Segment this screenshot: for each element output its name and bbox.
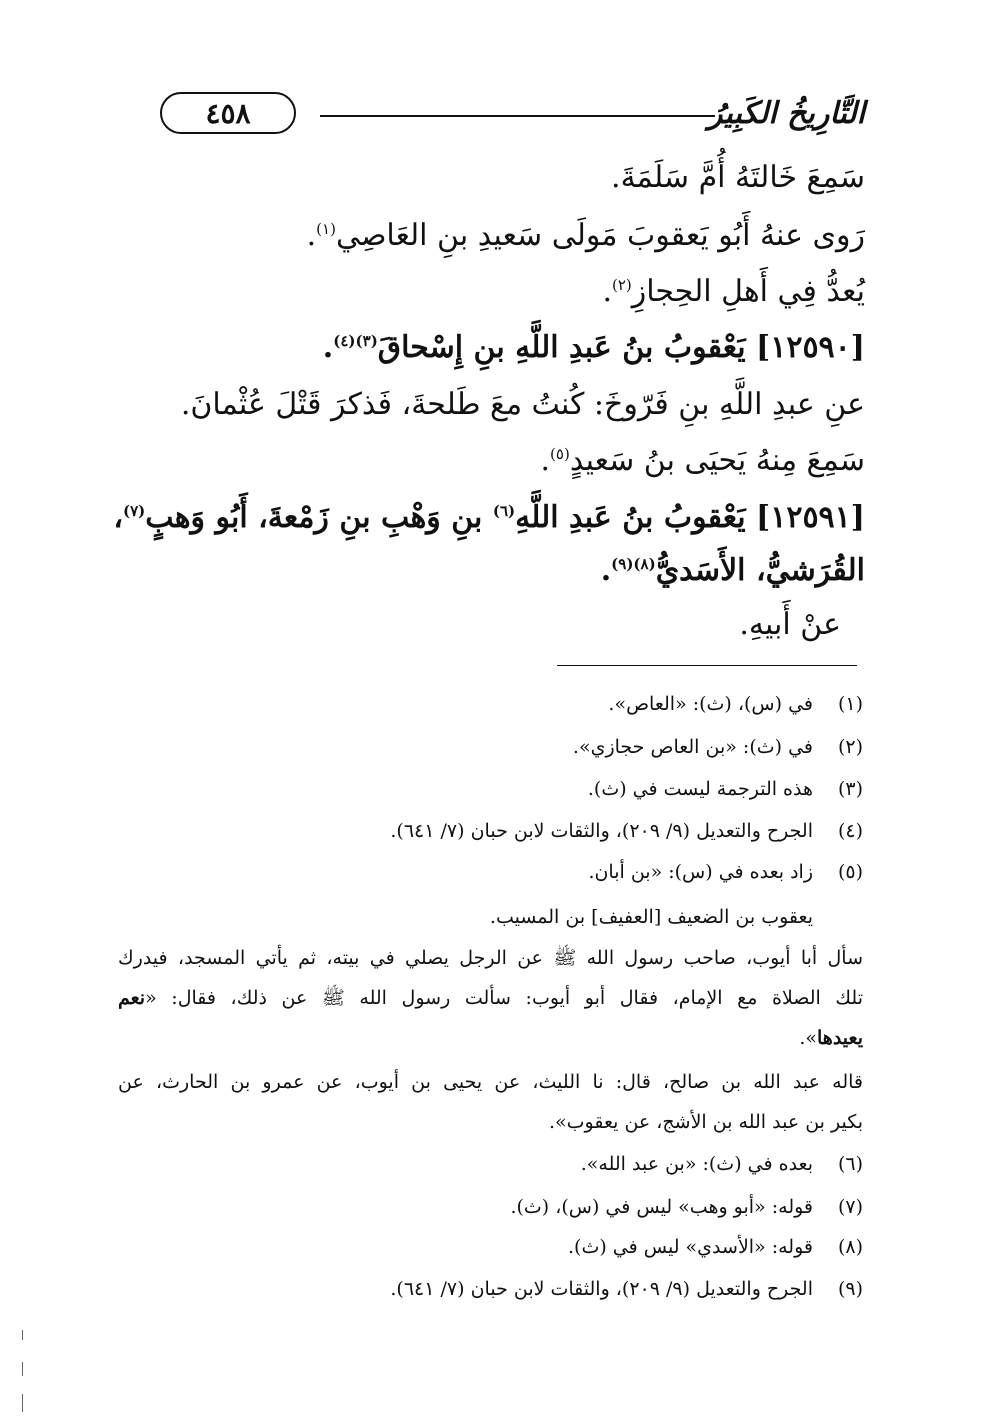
- footnote-5-para1-line2: [118, 987, 863, 1010]
- main-line-8: [118, 553, 865, 589]
- footnote-ref-8-9: (٨)(٩): [611, 555, 656, 573]
- main-line-2: [118, 218, 865, 254]
- footnote-8: [118, 1236, 863, 1259]
- footnote-number: (٨): [837, 1236, 863, 1258]
- page-number: ٤٥٨: [160, 92, 296, 134]
- main-line-2-text: رَوى عنهُ أَبُو يَعقوبَ مَولَى سَعيدِ بنِ العَاصِي: [335, 218, 865, 253]
- footnote-9: [118, 1278, 863, 1301]
- main-line-3-text: يُعدُّ فِي أَهلِ الحِجازِ: [631, 274, 865, 309]
- footnote-number: (٥): [837, 861, 863, 883]
- scan-mark: [22, 1330, 23, 1340]
- scan-mark: [22, 1362, 23, 1376]
- main-line-1: سَمِعَ خَالتَهُ أُمَّ سَلَمَةَ.: [611, 160, 865, 195]
- footnote-2: [118, 736, 863, 759]
- footnote-5: [118, 861, 863, 884]
- main-line-3: [118, 274, 865, 310]
- entry-12591-end: ،: [113, 500, 123, 535]
- main-line-8-end: .: [600, 553, 612, 588]
- footnote-5-hadith-bold-2: يعيدها: [817, 1027, 863, 1049]
- footnote-ref-2: (٢): [611, 276, 632, 294]
- footnote-number: (٦): [837, 1153, 863, 1175]
- main-line-6-end: .: [540, 443, 551, 478]
- entry-12591-heading: [113, 500, 865, 536]
- footnote-1: [118, 693, 863, 716]
- footnote-number: (١): [837, 693, 863, 715]
- footnote-text: زاد بعده في (س): «بن أبان.: [588, 861, 813, 883]
- footnote-text: هذه الترجمة ليست في (ث).: [587, 778, 813, 800]
- footnote-5-para1-line3: [118, 1027, 863, 1050]
- entry-12591-text-b: بنِ وَهْبِ بنِ زَمْعةَ، أَبُو وَهبٍ: [145, 500, 493, 535]
- entry-12590-end: .: [322, 330, 334, 365]
- footnote-text: في (س)، (ث): «العاص».: [608, 693, 813, 715]
- footnote-5-para1-line3-end: ».: [799, 1027, 818, 1049]
- footnote-5-hadith-bold: نعم: [118, 987, 146, 1009]
- footnote-number: (٧): [837, 1196, 863, 1218]
- main-line-6-text: سَمِعَ مِنهُ يَحيَى بنُ سَعيدٍ: [569, 443, 865, 478]
- footnote-4: [118, 820, 863, 843]
- main-line-6: [118, 443, 865, 479]
- book-title: التَّارِيخُ الكَبِيرُ: [707, 96, 865, 131]
- footnote-number: (٩): [837, 1278, 863, 1300]
- main-line-9: عنْ أَبيهِ.: [739, 607, 841, 642]
- footnote-5-para1-line1: سأل أبا أيوب، صاحب رسول الله ﷺ عن الرجل يصلي في بيته، ثم يأتي المسجد، فيدرك: [118, 947, 863, 969]
- footnote-ref-7: (٧): [123, 502, 146, 520]
- entry-12590-heading: [118, 330, 865, 366]
- footnote-ref-5: (٥): [550, 445, 570, 463]
- footnote-number: (٤): [837, 820, 863, 842]
- footnote-text: الجرح والتعديل (٩/ ٢٠٩)، والثقات لابن حبان (٧/ ٦٤١).: [390, 820, 813, 842]
- footnote-ref-1: (١): [316, 220, 336, 238]
- footnote-text: قوله: «الأسدي» ليس في (ث).: [568, 1236, 813, 1258]
- footnote-5-para1-line2-text: تلك الصلاة مع الإمام، فقال أبو أيوب: سألت رسول الله ﷺ عن ذلك، فقال: «: [145, 987, 863, 1009]
- header-rule: [320, 115, 715, 117]
- footnote-5-para2-line2: بكير بن عبد الله بن الأشج، عن يعقوب».: [548, 1111, 863, 1133]
- main-line-3-end: .: [602, 274, 612, 309]
- footnote-5-para2-line1: قاله عبد الله بن صالح، قال: نا الليث، عن يحيى بن أيوب، عن عمرو بن الحارث، عن: [118, 1071, 863, 1093]
- footnote-7: [118, 1196, 863, 1219]
- main-line-5: عنِ عبدِ اللَّهِ بنِ فَرّوخَ: كُنتُ معَ طَلحةَ، فَذكرَ قَتْلَ عُثْمانَ.: [180, 387, 865, 422]
- footnote-5-continuation: يعقوب بن الضعيف [العفيف] بن المسيب.: [489, 906, 813, 928]
- footnote-text: في (ث): «بن العاص حجازي».: [572, 736, 813, 758]
- footnote-text: بعده في (ث): «بن عبد الله».: [580, 1153, 813, 1175]
- entry-12590-text: [١٢٥٩٠] يَعْقوبُ بنُ عَبدِ اللَّهِ بنِ إِسْحاقَ: [377, 330, 865, 365]
- main-line-2-end: .: [306, 218, 317, 253]
- footnote-separator: [557, 665, 857, 666]
- page-header: [120, 92, 865, 138]
- footnote-text: الجرح والتعديل (٩/ ٢٠٩)، والثقات لابن حبان (٧/ ٦٤١).: [390, 1278, 813, 1300]
- footnote-number: (٢): [837, 736, 863, 758]
- footnote-text: قوله: «أبو وهب» ليس في (س)، (ث).: [510, 1196, 813, 1218]
- scan-mark: [22, 1394, 23, 1412]
- footnote-6: [118, 1153, 863, 1176]
- footnote-ref-3-4: (٣)(٤): [333, 332, 378, 350]
- footnote-ref-6: (٦): [492, 502, 516, 520]
- footnote-3: [118, 778, 863, 801]
- footnote-number: (٣): [837, 778, 863, 800]
- entry-12591-text-a: [١٢٥٩١] يَعْقوبُ بنُ عَبدِ اللَّهِ: [515, 500, 865, 535]
- main-line-8-text: القُرَشيُّ، الأَسَديُّ: [655, 553, 865, 588]
